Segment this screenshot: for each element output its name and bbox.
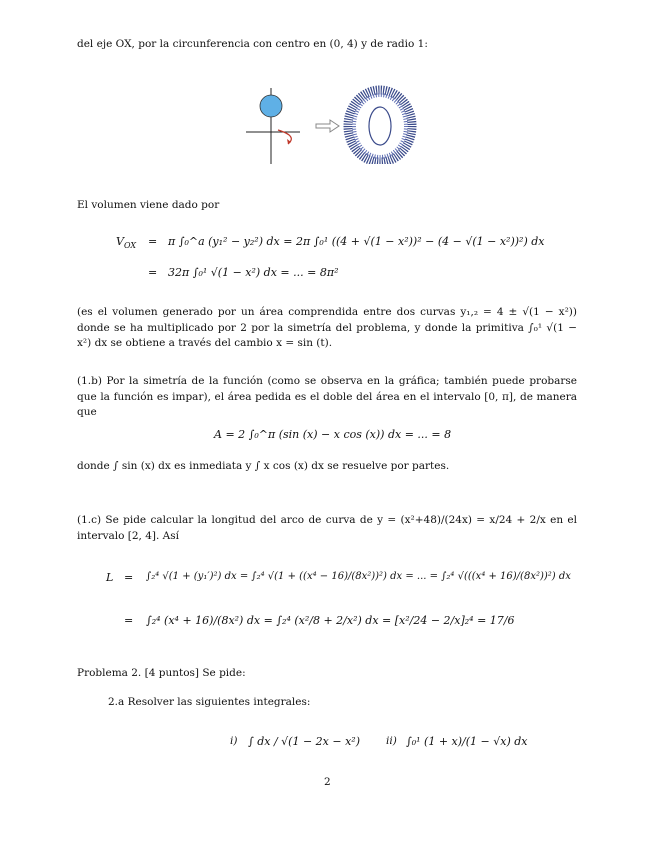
- integral-ii-label: ii): [386, 735, 397, 747]
- integral-i: ∫ dx / √(1 − 2x − x²): [248, 735, 360, 748]
- vox-line-1: π ∫₀^a (y₁² − y₂²) dx = 2π ∫₀¹ ((4 + √(1 − x²))² − (4 − √(1 − x²))²) dx: [168, 235, 545, 248]
- task-2a: 2.a Resolver las siguientes integrales:: [108, 696, 311, 708]
- area-equation: A = 2 ∫₀^π (sin (x) − x cos (x)) dx = ... = 8: [214, 428, 452, 441]
- part-1b-text: (1.b) Por la simetría de la función (como se observa en la gráfica; también puede probarse que la función es impar), el área pedida es el doble del área en el intervalo [0, π], de manera que: [77, 375, 577, 418]
- volume-intro: El volumen viene dado por: [77, 199, 220, 211]
- length-lhs: L: [106, 571, 114, 584]
- integral-i-label: i): [230, 735, 238, 747]
- equals-sign: =: [124, 614, 134, 627]
- vox-line-2: 32π ∫₀¹ √(1 − x²) dx = ... = 8π²: [168, 266, 339, 279]
- intro-line: del eje OX, por la circunferencia con centro en (0, 4) y de radio 1:: [77, 38, 428, 50]
- length-line-1: ∫₂⁴ √(1 + (y₁′)²) dx = ∫₂⁴ √(1 + ((x⁴ − 16)/(8x²))²) dx = ... = ∫₂⁴ √(((x⁴ + 16)/(8x²))²) dx: [146, 571, 571, 582]
- area-note: donde ∫ sin (x) dx es inmediata y ∫ x cos (x) dx se resuelve por partes.: [77, 460, 450, 472]
- volume-note: (es el volumen generado por un área comprendida entre dos curvas y₁,₂ = 4 ± √(1 − x²)) donde se ha multiplicado por 2 por la simetría del problema, y donde la primitiva ∫₀¹ √(1 − x²) dx se obtiene a través del cambio x = sin (t).: [77, 306, 577, 349]
- axes-with-circle: [246, 88, 300, 164]
- revolution-figure: [238, 84, 418, 164]
- equals-sign: =: [148, 266, 158, 279]
- circle-shape: [260, 95, 282, 117]
- vox-lhs: $V_{OX}$: [116, 235, 137, 251]
- integral-ii: ∫₀¹ (1 + x)/(1 − √x) dx: [406, 735, 528, 748]
- problem-2-heading: Problema 2. [4 puntos] Se pide:: [77, 667, 246, 679]
- part-1c-text: (1.c) Se pide calcular la longitud del arco de curva de y = (x²+48)/(24x) = x/24 + 2/x en el intervalo [2, 4]. Así: [77, 514, 577, 542]
- page-number: 2: [324, 776, 331, 788]
- equals-sign: =: [124, 571, 134, 584]
- length-line-2: ∫₂⁴ (x⁴ + 16)/(8x²) dx = ∫₂⁴ (x²/8 + 2/x²) dx = [x²/24 − 2/x]₂⁴ = 17/6: [146, 614, 515, 627]
- torus-shape: [348, 90, 412, 162]
- equals-sign: =: [148, 235, 158, 248]
- implies-arrow-icon: [316, 120, 339, 132]
